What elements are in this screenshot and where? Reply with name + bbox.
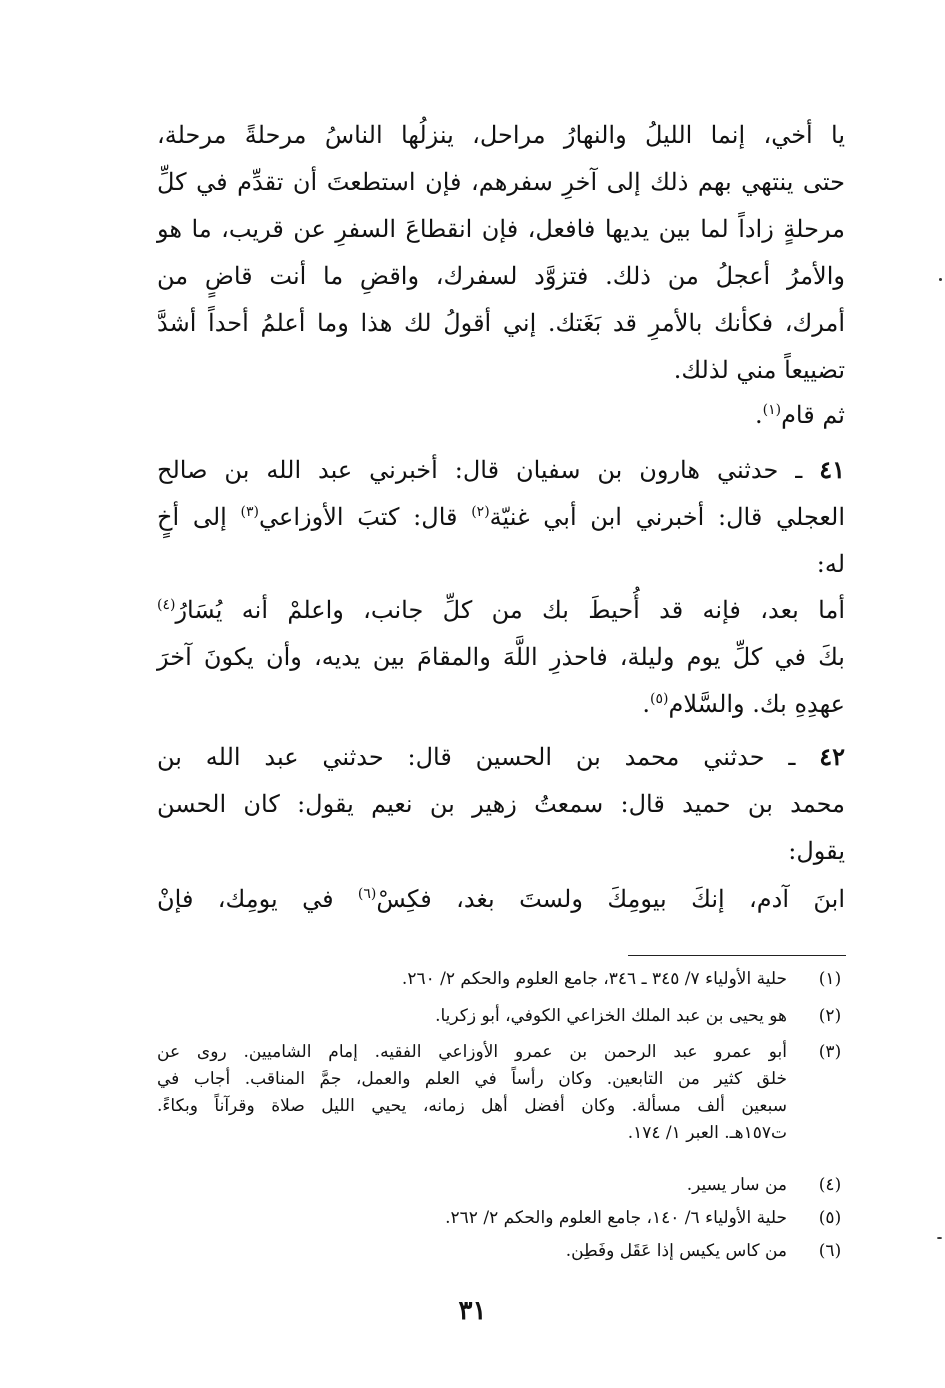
footnote-3 xyxy=(157,1039,845,1147)
text-line: بكَ في كلِّ يوم وليلة، فاحذرِ اللَّهَ والمقامَ بين يديه، وأن يكونَ آخرَ xyxy=(157,643,845,671)
punctuation: . xyxy=(754,401,763,429)
footnote-text: خلق كثير من التابعين. وكان رأساً في العلم والعمل، جمَّ المناقب. أجاب في xyxy=(157,1069,787,1089)
footnote-ref: (٥) xyxy=(650,691,669,707)
punctuation: . xyxy=(642,690,651,718)
footnote-1 xyxy=(157,966,845,993)
text-line: ـ حدثني محمد بن الحسين قال: حدثني عبد الله بن xyxy=(157,743,820,771)
text-line: تضييعاً مني لذلك. xyxy=(673,356,845,384)
item-number: ٤١ xyxy=(819,455,845,484)
text-line: في يومِك، فإنْ xyxy=(157,885,358,913)
text-line: حتى ينتهي بهم ذلك إلى آخرِ سفرهم، فإن استطعتَ أن تقدِّم في كلِّ xyxy=(157,168,845,196)
page-number: ٣١ xyxy=(458,1296,487,1326)
footnote-number: (١) xyxy=(818,969,842,989)
text-line: ـ حدثني هارون بن سفيان قال: أخبرني عبد الله بن صالح xyxy=(157,456,820,484)
text-line: ابنَ آدم، إنكَ بيومِكَ ولستَ بغد، فكِسْ xyxy=(376,885,845,913)
text-line: أمرك، فكأنك بالأمرِ قد بَغَتك. إني أقولُ لك هذا وما أعلمُ أحداً أشدَّ xyxy=(157,309,845,337)
text-line: قال: كتبَ الأوزاعي xyxy=(259,503,472,531)
text-line: إلى أخٍ xyxy=(157,503,241,531)
footnote-text: هو يحيى بن عبد الملك الخزاعي الكوفي، أبو زكريا. xyxy=(435,1006,787,1026)
text-line: يا أخي، إنما الليلُ والنهارُ مراحل، ينزلُها الناسُ مرحلةً مرحلة، xyxy=(157,121,845,149)
footnote-number: (٥) xyxy=(818,1208,842,1228)
paragraph-1 xyxy=(157,112,845,394)
text-line: محمد بن حميد قال: سمعتُ زهير بن نعيم يقول: كان الحسن xyxy=(157,790,845,818)
footnote-ref: (٣) xyxy=(240,504,260,520)
footnote-ref: (١) xyxy=(762,402,782,418)
footnote-2 xyxy=(157,1003,845,1030)
paragraph-41 xyxy=(157,446,845,588)
text-line: عهدِهِ بك. والسَّلام xyxy=(668,690,845,718)
footnote-5 xyxy=(157,1205,845,1232)
scan-speck xyxy=(937,1237,942,1239)
footnote-6 xyxy=(157,1238,845,1265)
text-line: أما بعد، فإنه قد أُحيطَ بك من كلِّ جانب، واعلمْ أنه يُسَارُ xyxy=(175,596,845,624)
footnote-separator xyxy=(628,955,846,956)
footnote-number: (٢) xyxy=(818,1006,842,1026)
scan-speck xyxy=(939,278,942,281)
footnote-number: (٦) xyxy=(818,1241,842,1261)
footnote-text: سبعين ألف مسألة. وكان أفضل أهل زمانه، يحيي الليل صلاة وقرآناً وبكاءً. xyxy=(157,1096,787,1116)
text-line: ثم قام xyxy=(781,401,845,429)
footnote-text: أبو عمرو عبد الرحمن بن عمرو الأوزاعي الفقيه. إمام الشاميين. روى عن xyxy=(157,1042,787,1062)
footnote-text: حلية الأولياء ٦/ ١٤٠، جامع العلوم والحكم ٢/ ٢٦٢. xyxy=(445,1208,787,1228)
footnote-ref: (٢) xyxy=(471,504,490,520)
footnote-ref: (٤) xyxy=(157,597,176,613)
paragraph-hasan xyxy=(157,876,845,923)
footnote-number: (٣) xyxy=(818,1042,842,1062)
footnote-text: ت١٥٧هـ. العبر ١/ ١٧٤. xyxy=(627,1123,787,1143)
footnote-4 xyxy=(157,1172,845,1199)
text-line: يقول: xyxy=(788,837,845,865)
paragraph-42 xyxy=(157,733,845,875)
text-line: مرحلةٍ زاداً لما بين يديها فافعل، فإن انقطاعَ السفرِ عن قريب، ما هو xyxy=(157,215,845,243)
paragraph-1-end xyxy=(157,392,845,439)
footnote-number: (٤) xyxy=(818,1175,842,1195)
text-line: والأمرُ أعجلُ من ذلك. فتزوَّد لسفرك، واقضِ ما أنت قاضٍ من xyxy=(157,262,845,290)
footnote-ref: (٦) xyxy=(357,886,377,902)
footnote-text: من كاس يكيس إذا عَقَل وفَطِن. xyxy=(565,1241,787,1261)
text-line: له: xyxy=(816,550,845,578)
item-number: ٤٢ xyxy=(819,742,845,771)
footnote-text: من سار يسير. xyxy=(686,1175,787,1195)
footnote-text: حلية الأولياء ٧/ ٣٤٥ ـ ٣٤٦، جامع العلوم والحكم ٢/ ٢٦٠. xyxy=(401,969,787,989)
paragraph-letter xyxy=(157,587,845,728)
text-line: العجلي قال: أخبرني ابن أبي غنيّة xyxy=(489,503,845,531)
